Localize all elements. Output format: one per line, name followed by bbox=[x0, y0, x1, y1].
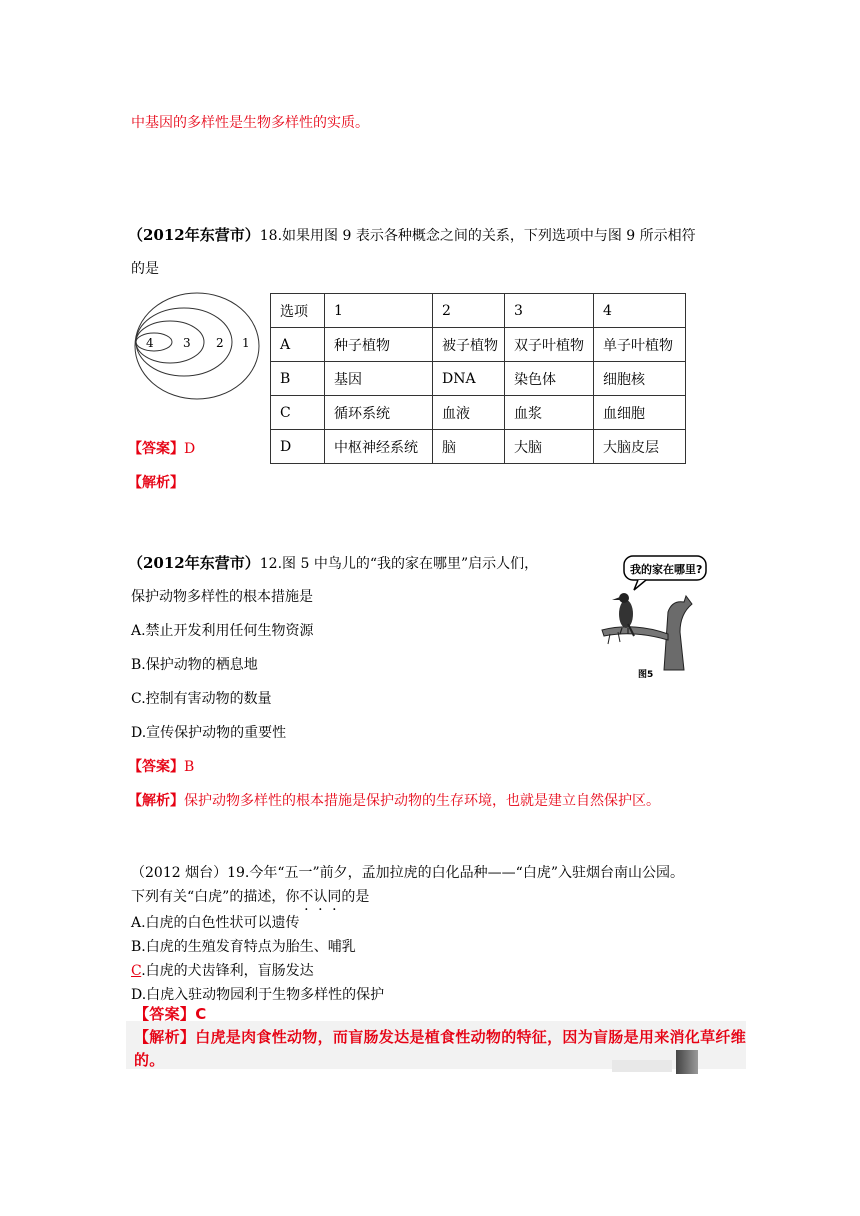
table-header-cell: 2 bbox=[433, 294, 505, 328]
q12-answer bbox=[128, 756, 194, 776]
table-cell: C bbox=[271, 396, 325, 430]
table-cell: 循环系统 bbox=[325, 396, 433, 430]
q12-text1: 12.图 5 中鸟儿的“我的家在哪里”启示人们， bbox=[259, 556, 539, 572]
q12-option-b: B.保护动物的栖息地 bbox=[131, 657, 258, 673]
table-cell: 大脑皮层 bbox=[594, 430, 686, 464]
q19-option-c bbox=[131, 960, 314, 980]
q18-options-table bbox=[270, 293, 686, 464]
q12-figure-5 bbox=[594, 552, 714, 682]
q19-line1: （2012 烟台）19.今年“五一”前夕，孟加拉虎的白化品种——“白虎”入驻烟台南山公园。 bbox=[131, 865, 684, 881]
diagram-label-3: 3 bbox=[183, 336, 191, 350]
table-cell: 脑 bbox=[433, 430, 505, 464]
q12-line1 bbox=[128, 552, 538, 573]
table-cell: 染色体 bbox=[505, 362, 594, 396]
answer-label: 【答案】 bbox=[134, 1005, 196, 1023]
speech-bubble-text: 我的家在哪里? bbox=[630, 563, 703, 576]
table-cell: B bbox=[271, 362, 325, 396]
analysis-label: 【解析】 bbox=[128, 793, 184, 809]
emphasis-char: 不 bbox=[299, 889, 314, 905]
q19-analysis-line2: 的。 bbox=[134, 1051, 165, 1069]
tree-trunk bbox=[664, 596, 692, 670]
q19-line2-pre: 下列有关“白虎”的描述，你 bbox=[131, 889, 300, 905]
q19-option-d: D.白虎入驻动物园利于生物多样性的保护 bbox=[131, 987, 385, 1003]
answer-value: D bbox=[184, 441, 196, 457]
diagram-label-4: 4 bbox=[146, 336, 154, 350]
table-header-cell: 1 bbox=[325, 294, 433, 328]
table-header-cell: 选项 bbox=[271, 294, 325, 328]
q19-option-a: A.白虎的白色性状可以遗传 bbox=[131, 915, 300, 931]
speech-bubble-tail bbox=[634, 580, 646, 590]
bird-head bbox=[619, 593, 629, 603]
branch bbox=[602, 627, 668, 640]
table-cell: 基因 bbox=[325, 362, 433, 396]
figure-caption: 图5 bbox=[638, 670, 654, 680]
q19-answer bbox=[134, 1003, 207, 1024]
q19-line2-post: 的是 bbox=[341, 889, 370, 905]
q12-line2: 保护动物多样性的根本措施是 bbox=[131, 589, 313, 605]
q19-line2 bbox=[131, 886, 369, 906]
bird-body bbox=[619, 600, 633, 628]
table-header-cell: 3 bbox=[505, 294, 594, 328]
table-cell: 种子植物 bbox=[325, 328, 433, 362]
table-header-cell: 4 bbox=[594, 294, 686, 328]
table-cell: 血液 bbox=[433, 396, 505, 430]
table-header-row bbox=[271, 294, 686, 328]
q18-source: （2012年东营市） bbox=[128, 226, 260, 244]
table-cell: A bbox=[271, 328, 325, 362]
q18-text1: 18.如果用图 9 表示各种概念之间的关系，下列选项中与图 9 所示相符 bbox=[259, 228, 696, 244]
table-cell: 被子植物 bbox=[433, 328, 505, 362]
scan-fragment bbox=[612, 1060, 672, 1072]
q12-option-c: C.控制有害动物的数量 bbox=[131, 691, 272, 707]
q18-answer bbox=[128, 438, 195, 458]
q12-option-a: A.禁止开发利用任何生物资源 bbox=[131, 623, 314, 639]
q18-line2: 的是 bbox=[131, 261, 159, 277]
analysis-text: 保护动物多样性的根本措施是保护动物的生存环境，也就是建立自然保护区。 bbox=[184, 793, 660, 809]
table-row bbox=[271, 430, 686, 464]
ellipse-4 bbox=[136, 333, 172, 351]
table-cell: 双子叶植物 bbox=[505, 328, 594, 362]
answer-value: B bbox=[184, 759, 195, 775]
analysis-text: 白虎是肉食性动物，而盲肠发达是植食性动物的特征，因为盲肠是用来消化草纤维 bbox=[195, 1028, 747, 1046]
table-cell: 血浆 bbox=[505, 396, 594, 430]
q19-analysis-line1 bbox=[134, 1026, 746, 1047]
top-note: 中基因的多样性是生物多样性的实质。 bbox=[131, 115, 369, 131]
q18-analysis-label: 【解析】 bbox=[128, 475, 184, 491]
option-c-letter: C bbox=[131, 963, 142, 979]
table-cell: D bbox=[271, 430, 325, 464]
q19-option-b: B.白虎的生殖发育特点为胎生、哺乳 bbox=[131, 939, 356, 955]
table-cell: 大脑 bbox=[505, 430, 594, 464]
table-row bbox=[271, 328, 686, 362]
table-cell: DNA bbox=[433, 362, 505, 396]
table-row bbox=[271, 396, 686, 430]
answer-label: 【答案】 bbox=[128, 441, 184, 457]
scan-fragment-dark bbox=[676, 1050, 698, 1074]
bird-beak bbox=[612, 597, 620, 600]
table-row bbox=[271, 362, 686, 396]
emphasis-char: 同 bbox=[327, 889, 342, 905]
diagram-label-1: 1 bbox=[242, 336, 250, 350]
table-cell: 单子叶植物 bbox=[594, 328, 686, 362]
q18-nested-ellipse-diagram bbox=[132, 290, 264, 402]
q18-line1 bbox=[128, 224, 696, 245]
emphasis-char: 认 bbox=[313, 889, 328, 905]
table-cell: 中枢神经系统 bbox=[325, 430, 433, 464]
table-cell: 血细胞 bbox=[594, 396, 686, 430]
q12-source: （2012年东营市） bbox=[128, 554, 260, 572]
diagram-label-2: 2 bbox=[216, 336, 224, 350]
answer-label: 【答案】 bbox=[128, 759, 184, 775]
table-cell: 细胞核 bbox=[594, 362, 686, 396]
answer-value: C bbox=[195, 1005, 207, 1023]
option-c-text: .白虎的犬齿锋利，盲肠发达 bbox=[141, 963, 314, 979]
analysis-label: 【解析】 bbox=[134, 1028, 196, 1046]
q12-analysis bbox=[128, 790, 660, 810]
q12-option-d: D.宣传保护动物的重要性 bbox=[131, 725, 287, 741]
